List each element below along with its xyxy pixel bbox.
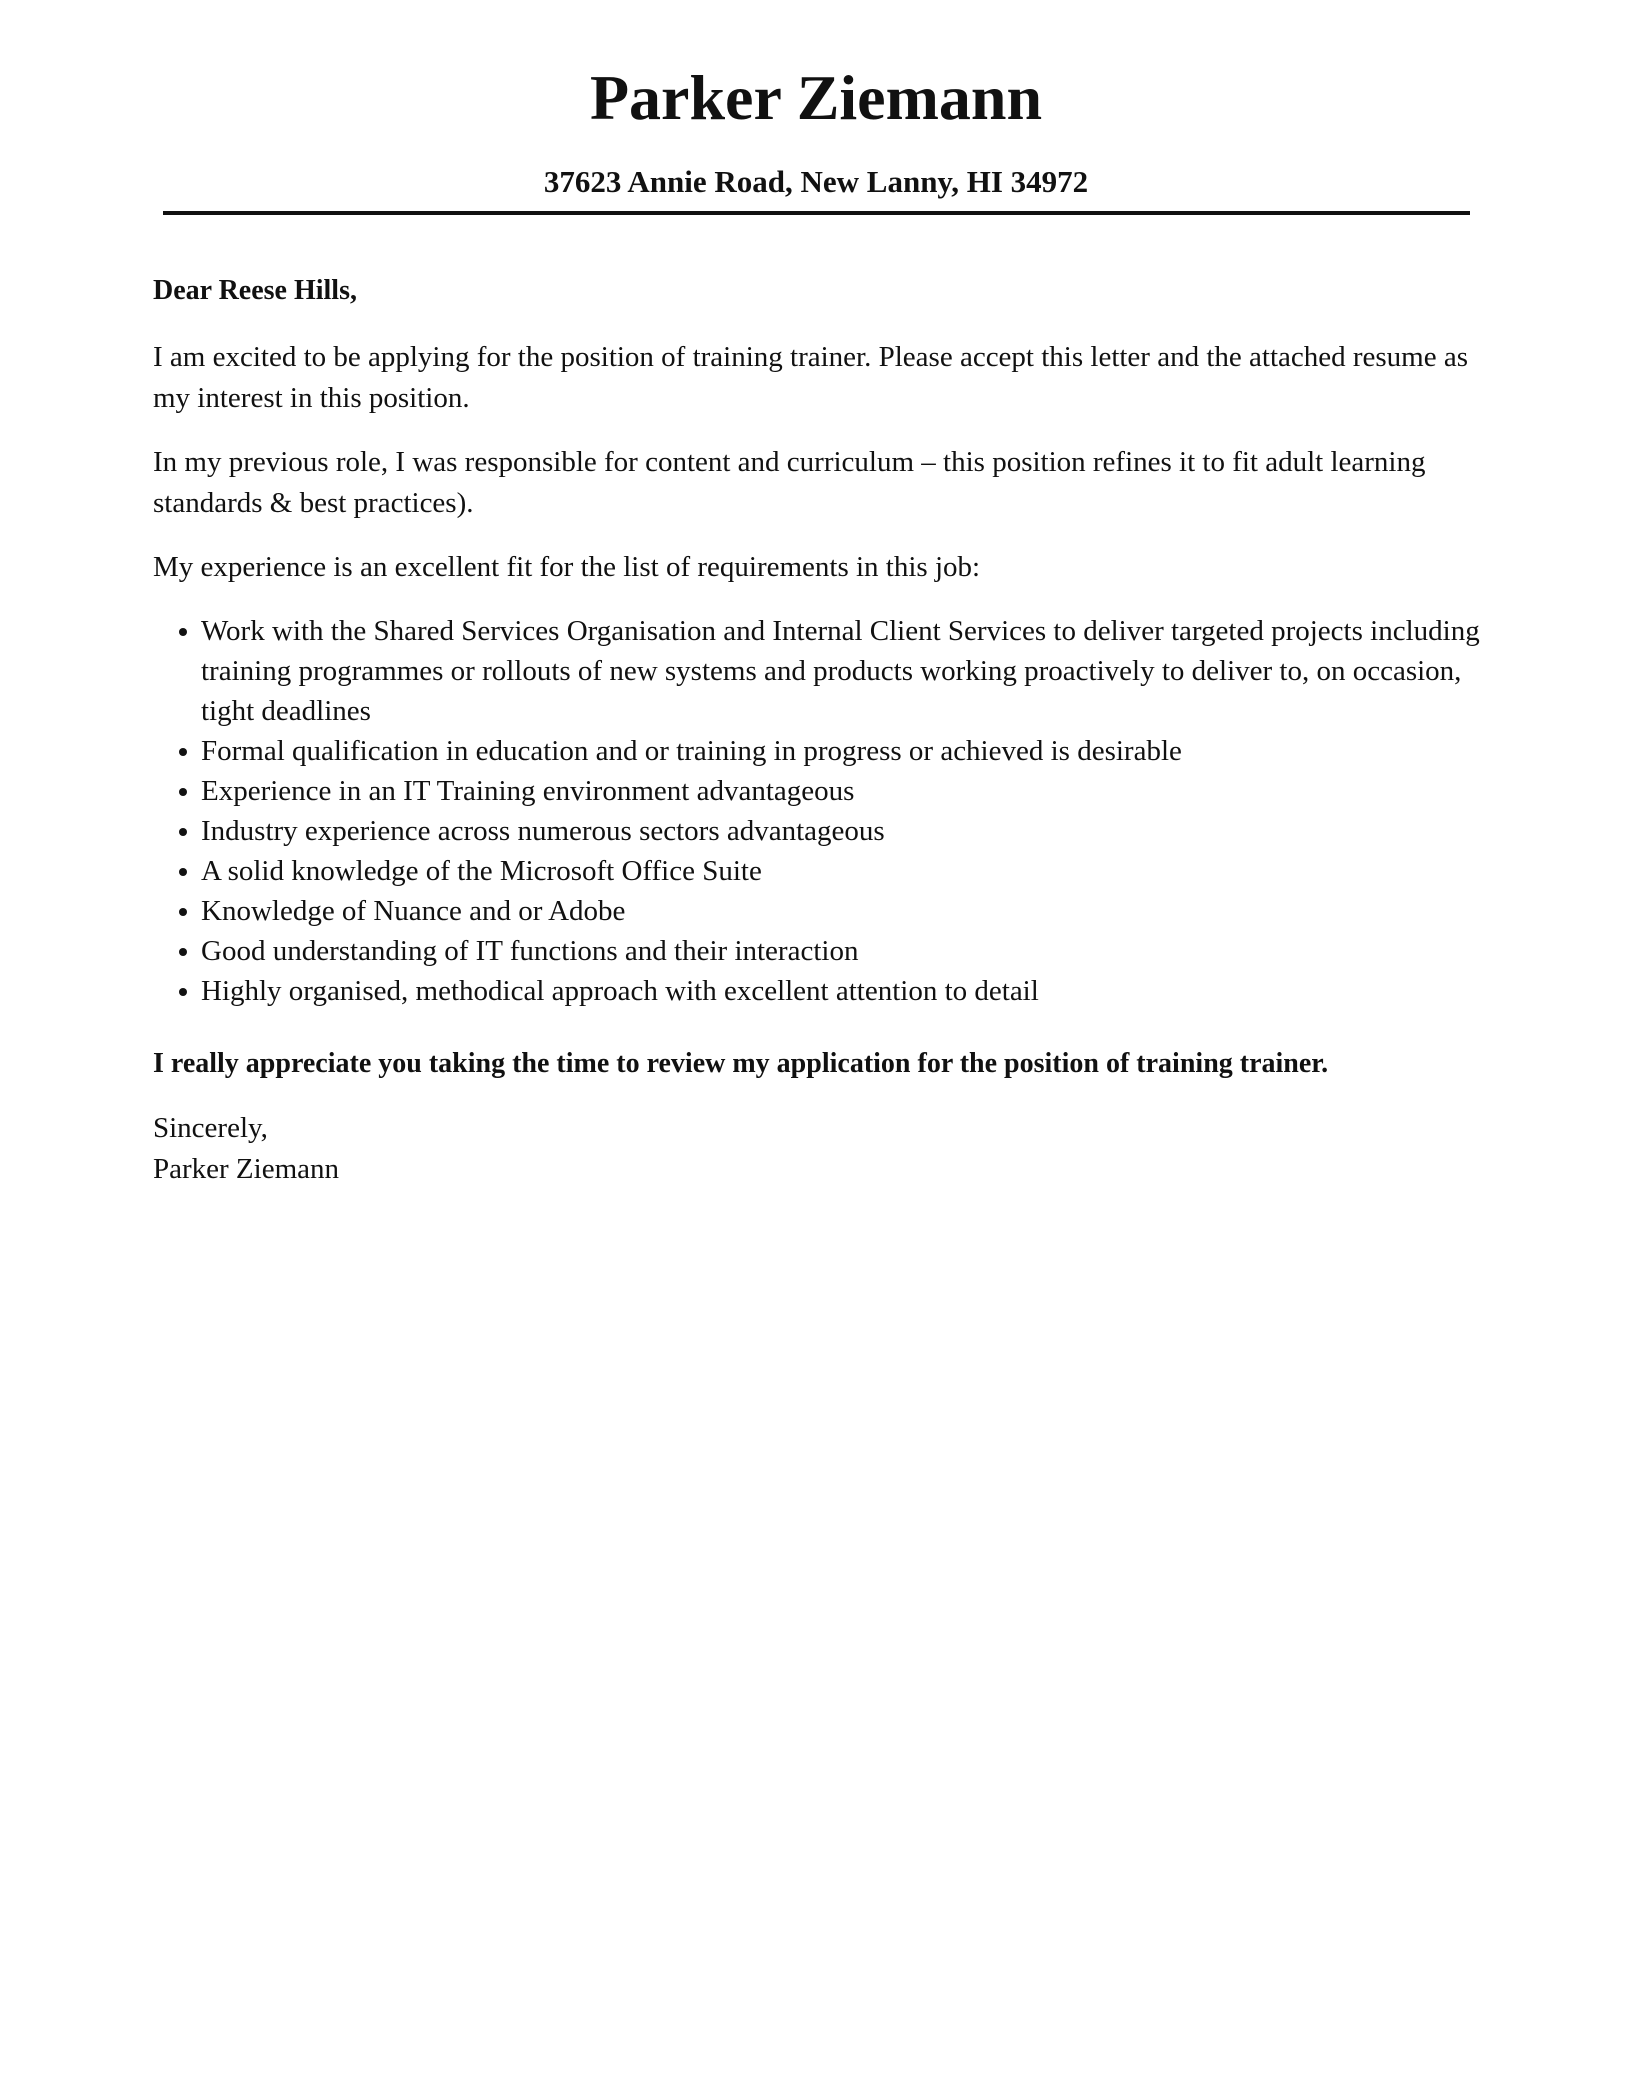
list-item-text: Good understanding of IT functions and their interaction — [201, 935, 859, 967]
requirements-list — [153, 611, 1493, 1011]
paragraph-intro: I am excited to be applying for the position of training trainer. Please accept this letter and the attached resume as my interest in this position. — [153, 341, 1469, 414]
list-item — [153, 731, 1493, 771]
list-item-text: Work with the Shared Services Organisation and Internal Client Services to deliver targeted projects including training programmes or rollouts of new systems and products working proactively to deliver to, on occasion, tight deadlines — [201, 615, 1480, 727]
bullet-icon — [179, 628, 187, 636]
list-item-text: Experience in an IT Training environment advantageous — [201, 775, 855, 807]
paragraph-previous-role: In my previous role, I was responsible for content and curriculum – this position refines it to fit adult learning standards & best practices). — [153, 446, 1426, 519]
list-item — [153, 931, 1493, 971]
bullet-icon — [179, 868, 187, 876]
list-item — [153, 811, 1493, 851]
list-item-text: Knowledge of Nuance and or Adobe — [201, 895, 626, 927]
list-item — [153, 891, 1493, 931]
list-item — [153, 851, 1493, 891]
list-item — [153, 971, 1493, 1011]
header-divider — [163, 211, 1470, 215]
paragraph-requirements-lead: My experience is an excellent fit for the list of requirements in this job: — [153, 551, 981, 583]
signoff-text: Sincerely, — [153, 1112, 268, 1144]
bullet-icon — [179, 788, 187, 796]
signoff-block — [153, 1108, 1493, 1190]
bullet-icon — [179, 828, 187, 836]
salutation: Dear Reese Hills, — [153, 275, 357, 306]
bullet-icon — [179, 988, 187, 996]
list-item-text: A solid knowledge of the Microsoft Office Suite — [201, 855, 762, 887]
bullet-icon — [179, 908, 187, 916]
bullet-icon — [179, 948, 187, 956]
closing-statement: I really appreciate you taking the time to review my application for the position of training trainer. — [153, 1048, 1329, 1079]
list-item — [153, 771, 1493, 811]
bullet-icon — [179, 748, 187, 756]
list-item-text: Industry experience across numerous sectors advantageous — [201, 815, 885, 847]
applicant-name: Parker Ziemann — [589, 62, 1043, 133]
list-item-text: Highly organised, methodical approach with excellent attention to detail — [201, 975, 1039, 1007]
list-item-text: Formal qualification in education and or training in progress or achieved is desirable — [201, 735, 1182, 767]
letter-body — [153, 270, 1493, 1190]
applicant-address: 37623 Annie Road, New Lanny, HI 34972 — [543, 164, 1089, 199]
list-item — [153, 611, 1493, 731]
signature-name: Parker Ziemann — [153, 1153, 340, 1185]
